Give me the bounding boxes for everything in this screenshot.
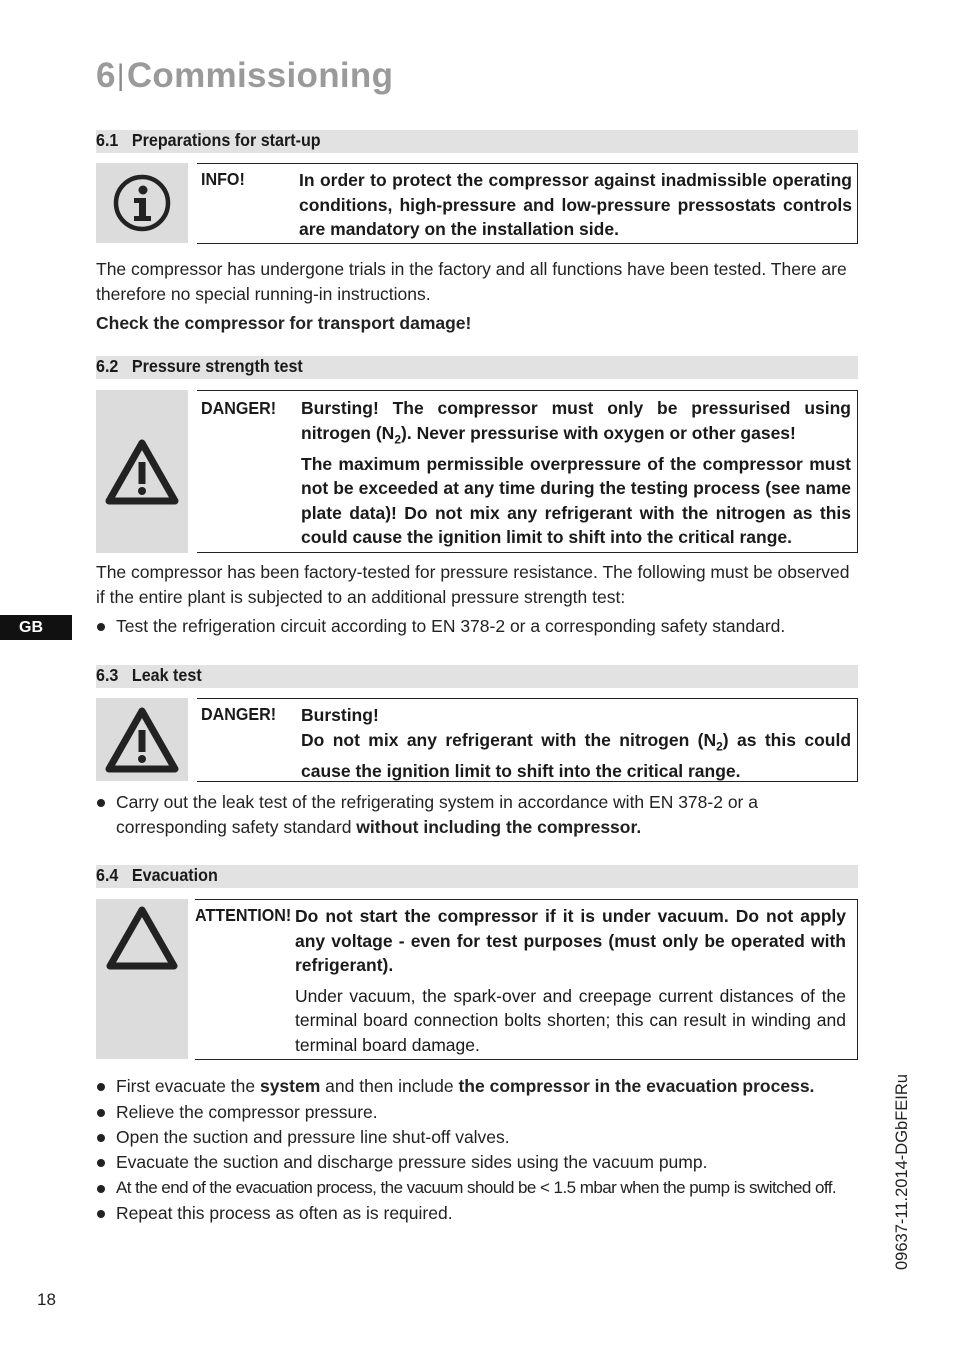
- page-number: 18: [37, 1290, 56, 1309]
- list-item: Repeat this process as often as is required.: [96, 1201, 858, 1226]
- chapter-title: 6|Commissioning: [96, 56, 394, 95]
- note-label: DANGER!: [201, 704, 277, 724]
- attention-triangle-icon: [105, 905, 179, 971]
- danger-warning-icon: [104, 706, 180, 774]
- note-text: Bursting! The compressor must only be pressurised using nitrogen $(N_2)$. Never pressurise with oxygen or other gases!: [301, 398, 851, 446]
- note-text: The maximum permissible overpressure of the compressor must not be exceeded at any time during the testing process (see name plate data)! Do not mix any refrigerant with the nitrogen as this could cause the ignition limit to shift into the critical range.: [301, 453, 851, 547]
- list-item: Evacuate the suction and discharge pressure sides using the vacuum pump.: [96, 1150, 858, 1175]
- list-item: Relieve the compressor pressure.: [96, 1100, 858, 1125]
- danger-note: [197, 698, 858, 782]
- paragraph: The compressor has been factory-tested for pressure resistance. The following must be observed if the entire plant is subjected to an additional pressure strength test:: [96, 562, 850, 607]
- note-text: In order to protect the compressor against inadmissible operating conditions, high-pressure and low-pressure pressostats controls are mandatory on the installation side.: [299, 170, 852, 239]
- section-heading-6-3: 6.3 Leak test: [96, 665, 202, 685]
- note-label: DANGER!: [201, 398, 277, 418]
- list-item: Carry out the leak test of the refrigerating system in accordance with EN 378-2 or a corresponding safety standard without including the compressor.: [96, 790, 858, 839]
- note-text: Do not start the compressor if it is under vacuum. Do not apply any voltage - even for test purposes (must only be operated with refrigerant).: [295, 906, 846, 975]
- danger-note: [197, 390, 858, 553]
- document-code: 09637-11.2014-DGbFEIRu: [893, 1074, 911, 1270]
- info-icon: [112, 173, 172, 233]
- danger-icon-box: [96, 390, 188, 553]
- section-heading-6-4: 6.4 Evacuation: [96, 865, 218, 885]
- note-label: INFO!: [201, 169, 245, 189]
- attention-icon-box: [96, 899, 188, 1059]
- section-heading-6-2: 6.2 Pressure strength test: [96, 356, 303, 376]
- attention-note: [195, 899, 858, 1060]
- note-label: ATTENTION!: [195, 905, 292, 925]
- language-tab: GB: [0, 615, 72, 640]
- danger-warning-icon: [104, 438, 180, 506]
- list-item: At the end of the evacuation process, the vacuum should be < 1.5 mbar when the pump is switched off.: [96, 1176, 876, 1201]
- note-text: Bursting!: [301, 705, 379, 725]
- note-text: Under vacuum, the spark-over and creepage current distances of the terminal board connection bolts shorten; this can result in winding and terminal board damage.: [295, 985, 846, 1055]
- bold-instruction: Check the compressor for transport damage!: [96, 313, 472, 333]
- list-item: First evacuate the system and then include the compressor in the evacuation process.: [96, 1074, 858, 1099]
- list-item: Open the suction and pressure line shut-off valves.: [96, 1125, 858, 1150]
- note-text: Do not mix any refrigerant with the nitrogen $(N_2)$ as this could cause the ignition limit to shift into the critical range.: [301, 729, 852, 781]
- info-note: [197, 163, 858, 244]
- paragraph: The compressor has undergone trials in the factory and all functions have been tested. There are therefore no special running-in instructions.: [96, 259, 847, 304]
- chapter-title-text: Commissioning: [126, 56, 394, 95]
- danger-icon-box: [96, 698, 188, 781]
- section-bar: [96, 665, 858, 688]
- list-item: Test the refrigeration circuit according to EN 378-2 or a corresponding safety standard.: [96, 614, 858, 639]
- chapter-number: 6: [96, 56, 116, 95]
- section-heading-6-1: 6.1 Preparations for start-up: [96, 130, 321, 150]
- info-icon-box: [96, 163, 188, 243]
